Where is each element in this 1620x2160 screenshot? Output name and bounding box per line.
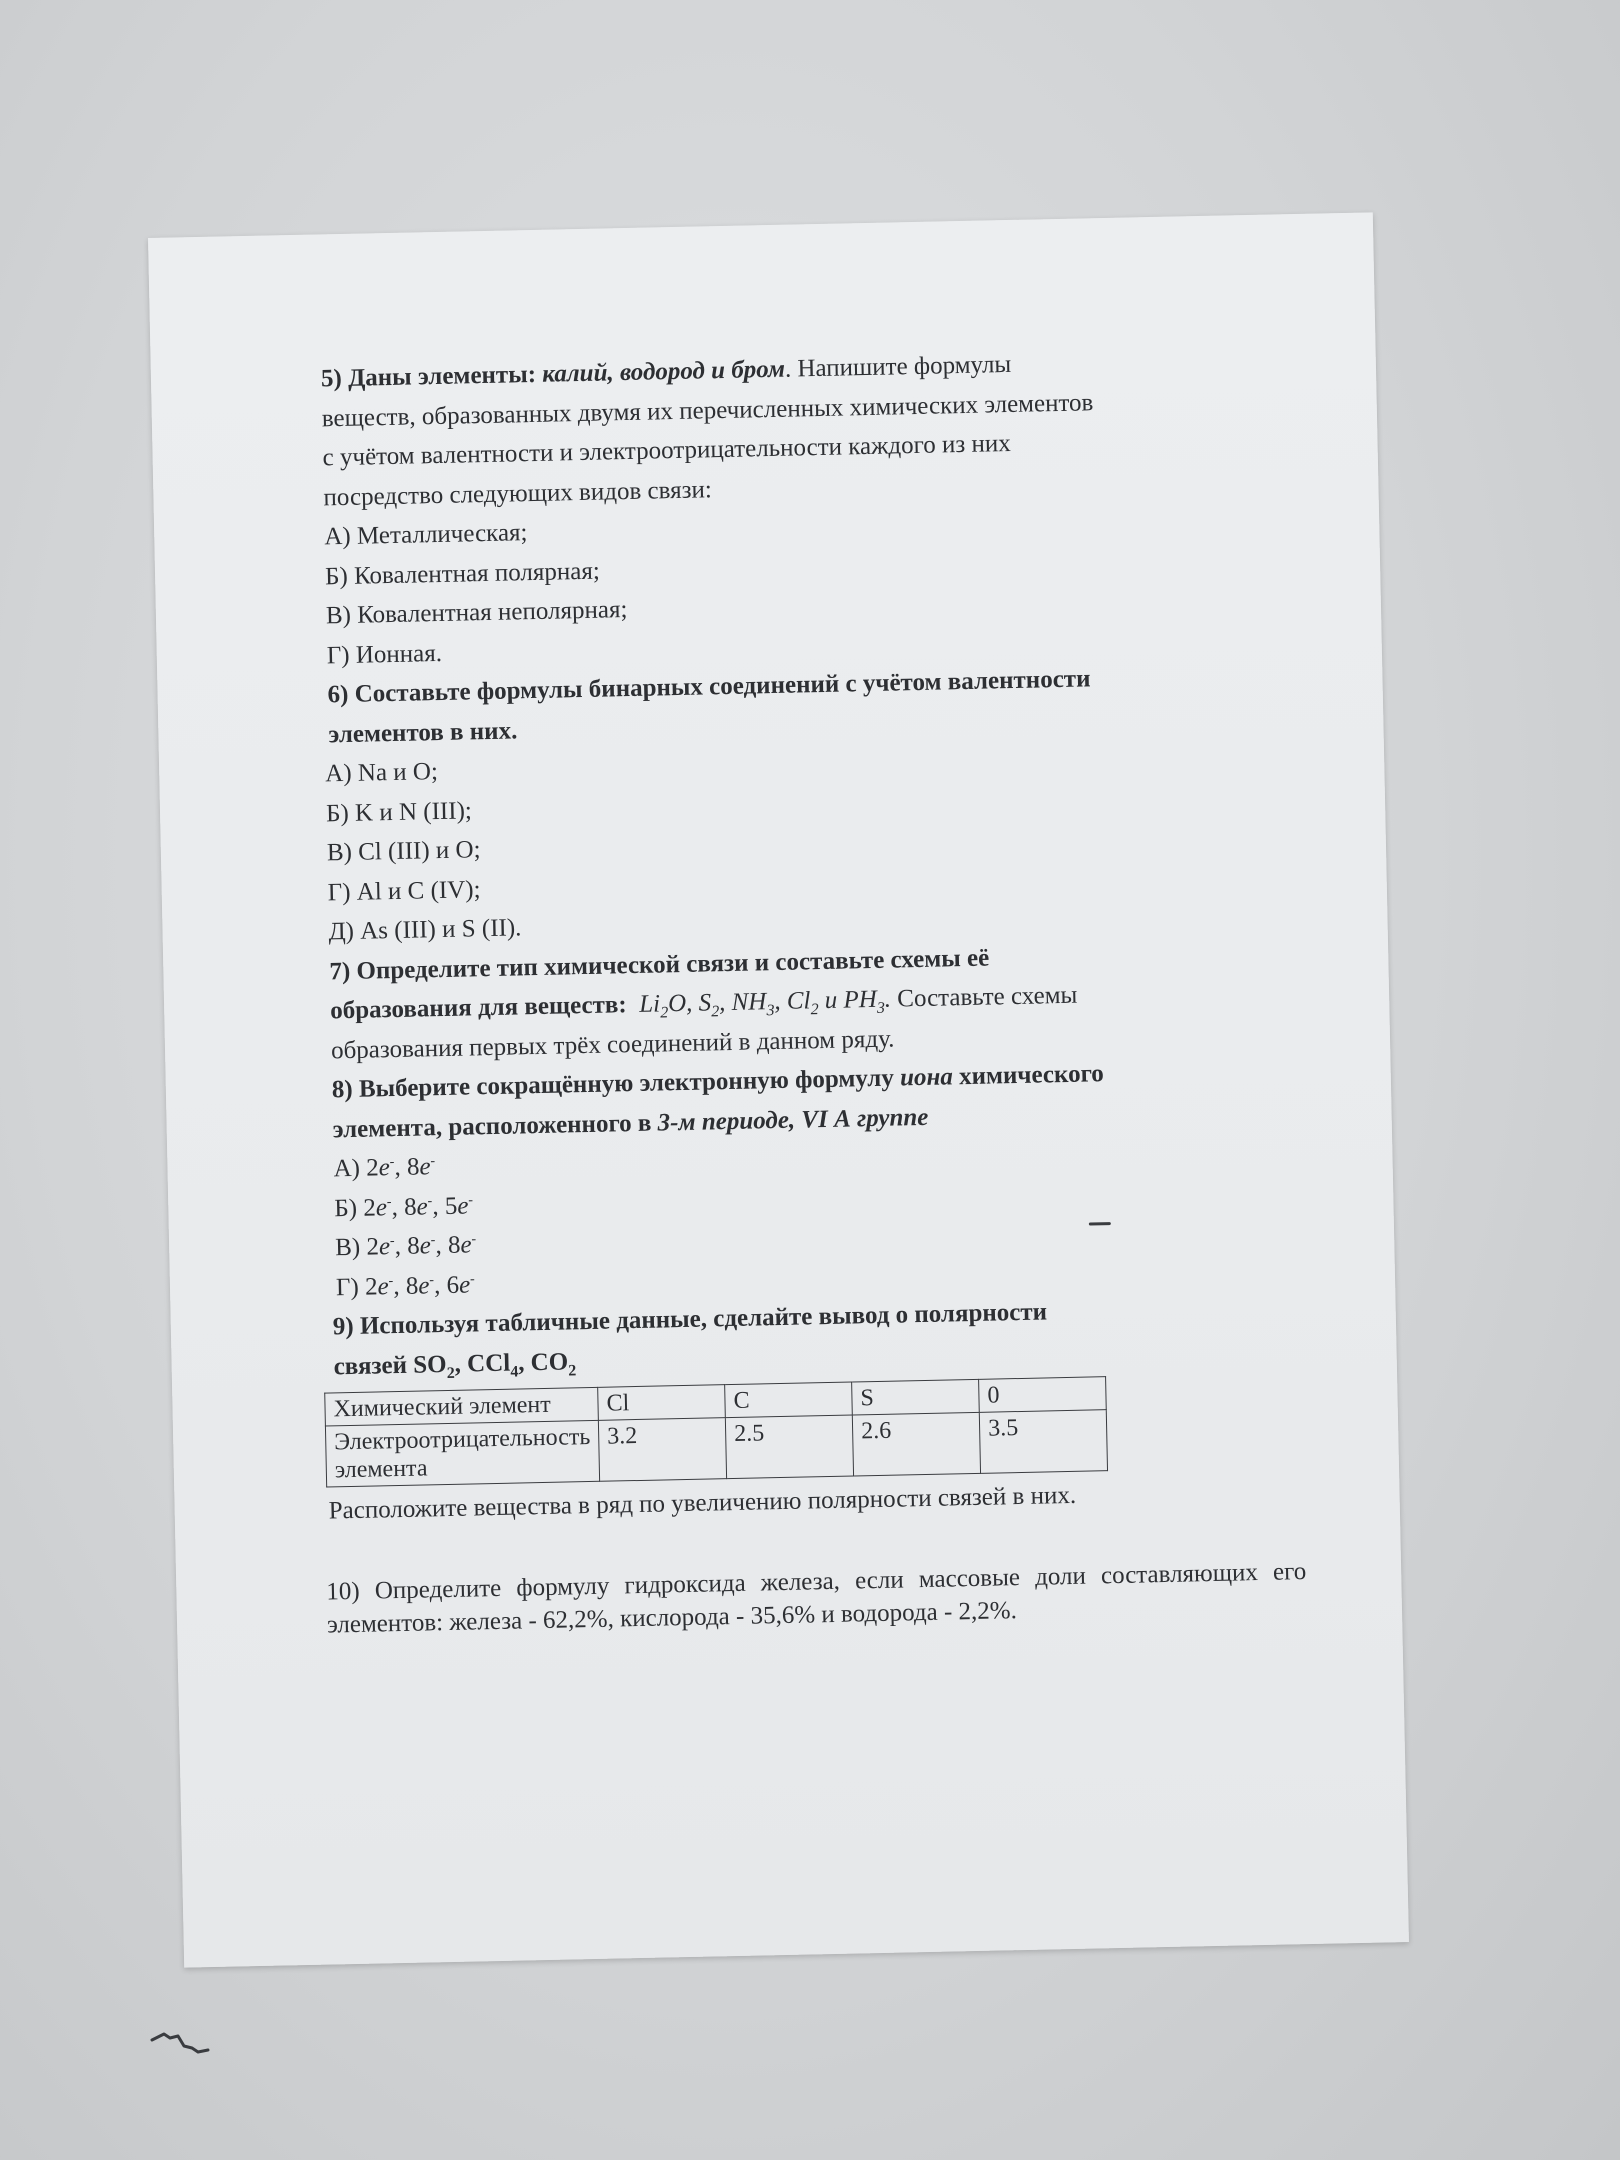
q7-formulas: $Li_2O$, $S_2$, $NH_3$, $Cl_2$ и $PH_3$.: [638, 985, 892, 1022]
q9-instruction: Расположите вещества в ряд по увеличению полярности связей в них.: [328, 1481, 1077, 1525]
q6-option-c: В) Cl (III) и O;: [326, 836, 481, 867]
table-header-cell: S: [852, 1379, 980, 1415]
q5-line-3: с учётом валентности и электроотрицательности каждого из них: [322, 429, 1011, 472]
q6-option-a: А) Na и O;: [324, 758, 439, 788]
table-cell: 2.6: [852, 1412, 980, 1476]
electronegativity-table: [324, 1376, 1108, 1487]
q5-option-c: В) Ковалентная неполярная;: [325, 596, 628, 630]
q5-option-d: Г) Ионная.: [326, 639, 443, 669]
q9-line-1: 9) Используя табличные данные, сделайте вывод о полярности: [332, 1298, 1048, 1341]
table-header-cell: 0: [979, 1377, 1107, 1413]
q6-line-1: 6) Составьте формулы бинарных соединений с учётом валентности: [327, 665, 1091, 709]
q7-substances-label: образования для веществ:: [329, 991, 627, 1025]
worksheet-paper: [148, 212, 1409, 1967]
q8-position: 3-м периоде, VI А группе: [657, 1103, 929, 1137]
pen-scribble: [150, 2022, 220, 2062]
q8-options: [333, 1130, 1260, 1307]
q8-option-b: Б) 2e-, 8e-, 5e-: [334, 1192, 474, 1222]
q5-line-2: веществ, образованных двумя их перечисленных химических элементов: [321, 388, 1094, 432]
q8-option-d: Г) 2e-, 8e-, 6e-: [335, 1270, 475, 1301]
table-header-cell: C: [725, 1382, 853, 1418]
q6-option-b: Б) K и N (III);: [325, 796, 473, 827]
q8-option-a: А) 2e-, 8e-: [333, 1153, 436, 1183]
q5-elements: калий, водород и бром: [541, 355, 786, 388]
q8-option-c: В) 2e-, 8e-, 8e-: [334, 1231, 477, 1262]
table-header-cell: Химический элемент: [325, 1387, 599, 1426]
q8-ion: иона: [899, 1063, 954, 1092]
q7-line-3: образования первых трёх соединений в данном ряду.: [330, 1025, 895, 1064]
q5-option-b: Б) Ковалентная полярная;: [324, 557, 601, 590]
table-cell: 3.5: [979, 1410, 1107, 1474]
q5-line1-rest: . Напишите формулы: [784, 350, 1012, 383]
worksheet-content: [320, 340, 1307, 1640]
q6-option-d: Г) Al и C (IV);: [327, 875, 481, 906]
q8-line-2: элемента, расположенного в 3-м периоде, VI А группе: [332, 1103, 929, 1143]
q6-line-2: элементов в них.: [328, 716, 518, 748]
table-cell: 2.5: [725, 1415, 853, 1479]
q9-line-2: связей $SO_2$, CCl$_4$, $CO_2$: [333, 1347, 577, 1382]
pen-mark: [1089, 1222, 1111, 1225]
q5-lead: 5) Даны элементы:: [320, 360, 537, 393]
table-header-cell: Cl: [598, 1385, 726, 1421]
q10-text: 10) Определите формулу гидроксида железа, если массовые доли составляющих его элементов: железа - 62,2%, кислорода - 35,6% и водорода - 2,2%.: [326, 1557, 1307, 1639]
table-row-label: Электроотрицательность элемента: [325, 1420, 599, 1487]
q5-option-a: А) Металлическая;: [324, 519, 528, 551]
table-cell: 3.2: [598, 1418, 726, 1482]
q8-line-1: 8) Выберите сокращённую электронную формулу иона химического: [331, 1060, 1105, 1104]
q7-line2-rest: Составьте схемы: [890, 981, 1078, 1013]
q7-line-1: 7) Определите тип химической связи и составьте схемы её: [329, 944, 990, 985]
q5-line-4: посредство следующих видов связи:: [323, 475, 713, 511]
q6-option-e: Д) As (III) и S (II).: [328, 914, 522, 946]
